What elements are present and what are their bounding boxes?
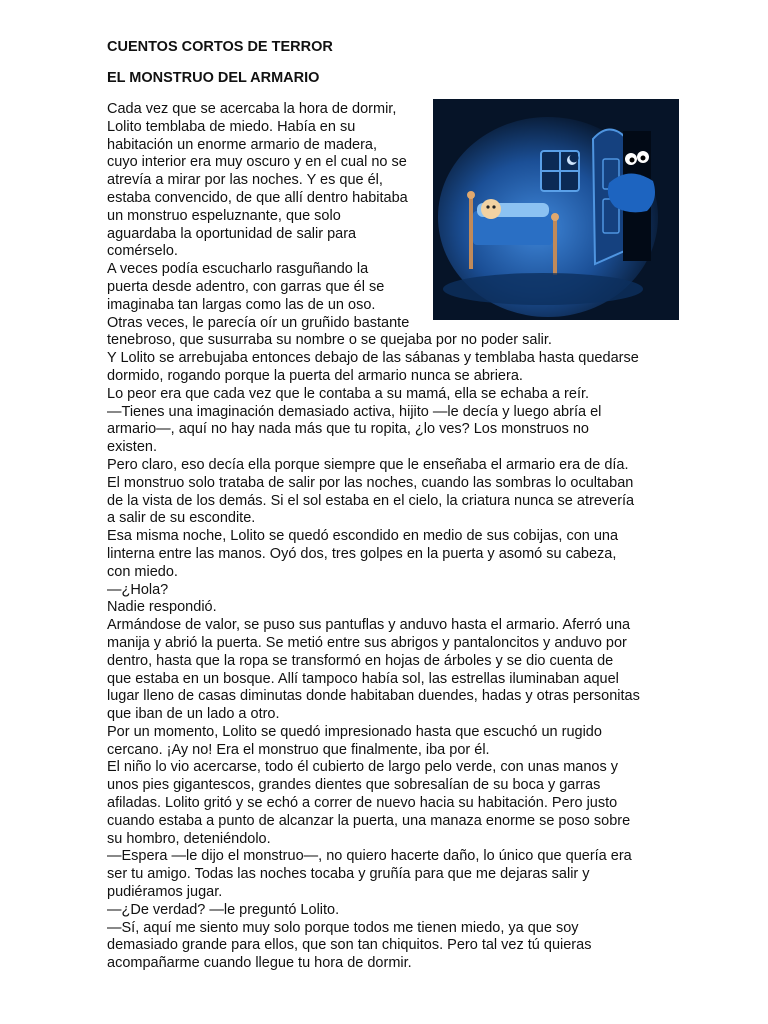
story-line: estaba convencido, de que allí dentro habitaba [107,189,408,206]
story-line: El monstruo solo trataba de salir por las noches, cuando las sombras lo ocultaban [107,474,634,491]
story-line: atrevía a mirar por las noches. Y es que él, [107,172,383,189]
story-line: un monstruo espeluznante, que solo [107,207,341,224]
document-heading: CUENTOS CORTOS DE TERROR [107,39,333,55]
story-line: dentro, hasta que la ropa se transformó en hojas de árboles y se dio cuenta de [107,652,614,669]
story-line: Lolito temblaba de miedo. Había en su [107,118,356,135]
story-line: unos pies gigantescos, grandes dientes que sobresalían de su boca y garras [107,777,601,794]
story-line: Pero claro, eso decía ella porque siempre que le enseñaba el armario era de día. [107,456,629,473]
story-line: Otras veces, le parecía oír un gruñido bastante [107,314,410,331]
night-bedroom-illustration [433,99,679,320]
story-line: habitación un enorme armario de madera, [107,136,378,153]
story-line: cuyo interior era muy oscuro y en el cual no se [107,154,407,171]
story-line: A veces podía escucharlo rasguñando la [107,261,369,278]
story-line: lugar lleno de casas diminutas donde habitaban duendes, hadas y otras personitas [107,688,640,705]
story-line: cuando estaba a punto de alcanzar la puerta, una manaza enorme se poso sobre [107,812,631,829]
story-line: —Sí, aquí me siento muy solo porque todos me tienen miedo, ya que soy [107,919,579,936]
story-line: puerta desde adentro, con garras que él se [107,278,385,295]
story-line: Nadie respondió. [107,599,217,616]
story-line: dormido, rogando porque la puerta del armario nunca se abriera. [107,367,523,384]
document-page [107,38,667,973]
story-line: —¿Hola? [107,581,169,598]
story-line: Esa misma noche, Lolito se quedó escondido en medio de sus cobijas, con una [107,528,619,545]
story-line: pudiéramos jugar. [107,884,223,901]
story-line: —Tienes una imaginación demasiado activa, hijito —le decía y luego abría el [107,403,602,420]
story-line: —¿De verdad? —le preguntó Lolito. [107,901,340,918]
story-line: que iban de un lado a otro. [107,706,280,723]
story-line: comérselo. [107,243,178,260]
story-line: imaginaba tan largas como las de un oso. [107,296,376,313]
story-line: de la vista de los demás. Si el sol estaba en el cielo, la criatura nunca se atrevería [107,492,635,509]
story-body [107,101,667,973]
story-line: tenebroso, que susurraba su nombre o se quejaba por no poder salir. [107,332,552,349]
story-line: linterna entre las manos. Oyó dos, tres golpes en la puerta y asomó su cabeza, [107,545,617,562]
story-line: Cada vez que se acercaba la hora de dormir, [107,101,397,117]
story-title: EL MONSTRUO DEL ARMARIO [107,70,320,86]
story-line: con miedo. [107,563,178,580]
story-line: —Espera —le dijo el monstruo—, no quiero hacerte daño, lo único que quería era [107,848,632,865]
story-line: Y Lolito se arrebujaba entonces debajo de las sábanas y temblaba hasta quedarse [107,350,639,367]
story-line: Por un momento, Lolito se quedó impresionado hasta que escuchó un rugido [107,723,602,740]
story-line: existen. [107,439,157,456]
story-line: ser tu amigo. Todas las noches tocaba y gruñía para que me dejaras salir y [107,866,590,883]
story-line: Lo peor era que cada vez que le contaba a su mamá, ella se echaba a reír. [107,385,590,402]
story-line: que estaba en un bosque. Allí tampoco había sol, las estrellas iluminaban aquel [107,670,619,687]
story-line: armario—, aquí no hay nada más que tu ropita, ¿lo ves? Los monstruos no [107,421,589,438]
story-line: demasiado grande para ellos, que son tan chiquitos. Pero tal vez tú quieras [107,937,592,954]
story-line: acompañarme cuando llegue tu hora de dormir. [107,955,412,972]
story-line: a salir de su escondite. [107,510,256,527]
story-line: El niño lo vio acercarse, todo él cubierto de largo pelo verde, con unas manos y [107,759,619,776]
story-line: cercano. ¡Ay no! Era el monstruo que finalmente, iba por él. [107,741,490,758]
story-line: afiladas. Lolito gritó y se echó a correr de nuevo hacia su habitación. Pero justo [107,795,618,812]
story-line: su hombro, deteniéndolo. [107,830,271,847]
story-line: manija y abrió la puerta. Se metió entre sus abrigos y pantaloncitos y anduvo por [107,634,627,651]
story-line: Armándose de valor, se puso sus pantuflas y anduvo hasta el armario. Aferró una [107,617,631,634]
story-line: aguardaba la oportunidad de salir para [107,225,357,242]
